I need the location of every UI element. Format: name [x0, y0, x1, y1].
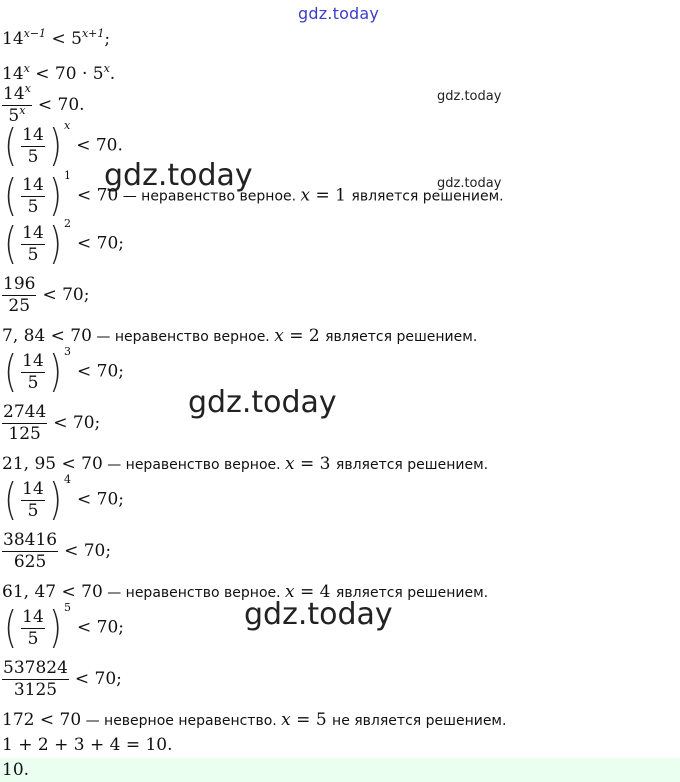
answer-line: 10.	[2, 760, 30, 780]
line-17: 172 < 70 — неверное неравенство. x = 5 не является решением.	[2, 710, 507, 730]
watermark-large-1: gdz.today	[104, 158, 253, 193]
line-13: $\frac{38416}{625}$ < 70;	[3, 530, 112, 572]
answer-highlight	[0, 758, 680, 782]
line-15: ( $\frac{14}{5}$ ) 5 < 70;	[4, 601, 124, 653]
watermark-large-2: gdz.today	[188, 385, 337, 420]
line-18: 1 + 2 + 3 + 4 = 10.	[2, 735, 173, 755]
line-11: 21, 95 < 70 — неравенство верное. x = 3 является решением.	[2, 454, 489, 474]
line-14: 61, 47 < 70 — неравенство верное. x = 4 является решением.	[2, 582, 489, 602]
line-16: $\frac{537824}{3125}$ < 70;	[3, 658, 122, 700]
line-12: ( $\frac{14}{5}$ ) 4 < 70;	[4, 473, 124, 525]
line-10: $\frac{2744}{125}$ < 70;	[3, 402, 101, 444]
line-1: $14^{x-1} < 5^{x+1}$;	[2, 27, 111, 49]
line-4: ( $\frac{14}{5}$ ) x < 70.	[4, 119, 123, 171]
line-6: ( $\frac{14}{5}$ ) 2 < 70;	[4, 217, 124, 269]
line-3: $\frac{14^x}{5^x}$ < 70.	[3, 82, 85, 126]
fraction: $\frac{14^x}{5^x}$	[3, 82, 31, 126]
line-9: ( $\frac{14}{5}$ ) 3 < 70;	[4, 345, 124, 397]
watermark-top: gdz.today	[298, 4, 380, 23]
line-5: ( $\frac{14}{5}$ ) 1 < 70 — неравенство верное. x = 1 является решением.	[4, 169, 504, 221]
watermark-large-3: gdz.today	[244, 597, 393, 632]
watermark-small-1: gdz.today	[437, 89, 502, 104]
watermark-small-2: gdz.today	[437, 176, 502, 191]
line-2: $14^x < 70 \cdot 5^x$.	[2, 62, 116, 84]
line-8: 7, 84 < 70 — неравенство верное. x = 2 является решением.	[2, 326, 478, 346]
line-7: $\frac{196}{25}$ < 70;	[3, 274, 90, 316]
